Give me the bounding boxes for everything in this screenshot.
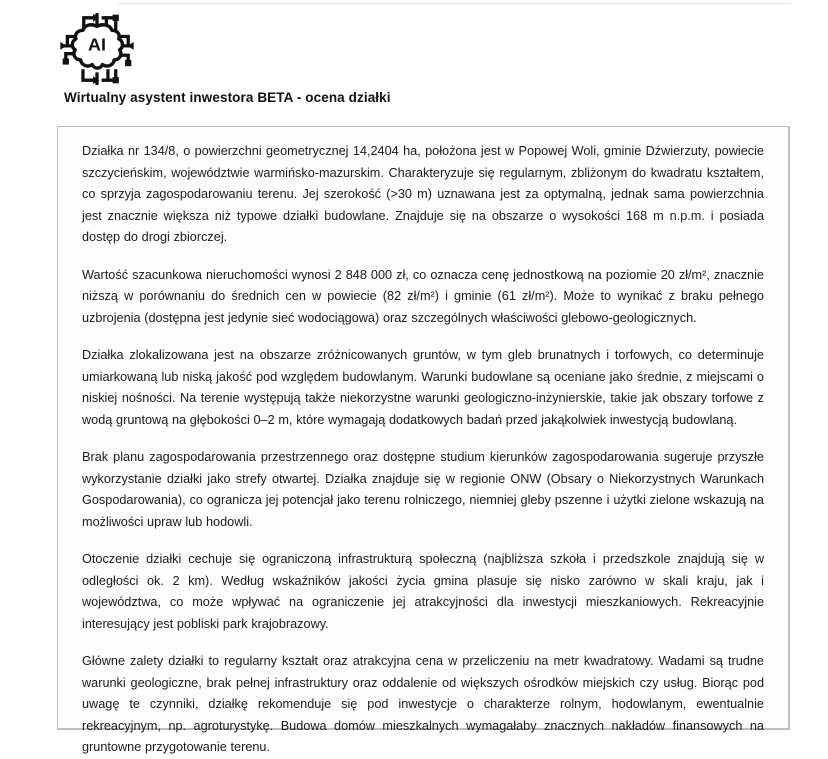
report-paragraph: Działka nr 134/8, o powierzchni geometrycznej 14,2404 ha, położona jest w Popowej Woli, gminie Dźwierzuty, powiecie szczycieńskim, województwie warmińsko-mazurskim. Charakteryzuje się regularnym, zbliżonym do kwadratu kształtem, co sprzyja zagospodarowaniu terenu. Jej szerokość (>30 m) uznawana jest za optymalną, jednak sama powierzchnia jest znacznie większa niż typowe działki budowlane. Znajduje się na obszarze o wysokości 168 m n.p.m. i posiada dostęp do drogi zbiorczej. xyxy=(82,144,764,244)
page-title: Wirtualny asystent inwestora BETA - ocena działki xyxy=(64,90,391,105)
app-logo xyxy=(57,10,147,88)
assessment-report-card xyxy=(57,126,790,754)
ai-brain-circuit-icon xyxy=(57,10,137,88)
ai-logo-text: AI xyxy=(88,34,106,55)
report-paragraph: Działka zlokalizowana jest na obszarze zróżnicowanych gruntów, w tym gleb brunatnych i torfowych, co determinuje umiarkowaną lub niską jakość pod względem budowlanym. Warunki budowlane są oceniane jako średnie, z miejscami o niskiej nośności. Na terenie występują także niekorzystne warunki geologiczno-inżynierskie, takie jak obszary torfowe z wodą gruntową na głębokości 0–2 m, które wymagają dodatkowych badań przed jakąkolwiek inwestycją budowlaną. xyxy=(82,348,764,427)
report-paragraph: Wartość szacunkowa nieruchomości wynosi 2 848 000 zł, co oznacza cenę jednostkową na poziomie 20 zł/m², znacznie niższą w porównaniu do średnich cen w powiecie (82 zł/m²) i gminie (61 zł/m²). Może to wynikać z braku pełnego uzbrojenia (dostępna jest jedynie sieć wodociągowa) oraz szczególnych właściwości glebowo-geologicznych. xyxy=(82,267,764,325)
top-divider xyxy=(118,3,791,4)
report-paragraph: Otoczenie działki cechuje się ograniczoną infrastrukturą społeczną (najbliższa szkoła i przedszkole znajdują się w odległości ok. 2 km). Według wskaźników jakości życia gmina plasuje się nisko zarówno w skali kraju, jak i województwa, co może wpływać na ograniczenie jej atrakcyjności dla inwestycji mieszkaniowych. Rekreacyjnie interesujący jest pobliski park krajobrazowy. xyxy=(82,552,764,631)
report-paragraph: Główne zalety działki to regularny kształt oraz atrakcyjna cena w przeliczeniu na metr kwadratowy. Wadami są trudne warunki geologiczne, brak pełnej infrastruktury oraz oddalenie od większych ośrodków miejskich czy usług. Biorąc pod uwagę te czynniki, działkę rekomenduje się pod inwestycje o charakterze rolnym, hodowlanym, ewentualnie rekreacyjnym, np. agroturystykę. Budowa domów mieszkalnych wymagałaby znacznych nakładów finansowych na gruntowne przygotowanie terenu. xyxy=(82,654,764,754)
report-paragraph-list xyxy=(82,141,764,759)
report-paragraph: Brak planu zagospodarowania przestrzennego oraz dostępne studium kierunków zagospodarowania sugeruje przyszłe wykorzystanie działki jako strefy otwartej. Działka znajduje się w regionie ONW (Obsary o Niekorzystnych Warunkach Gospodarowania), co ogranicza jej potencjał jako terenu rolniczego, niemniej gleby pszenne i użytki zielone wskazują na możliwości upraw lub hodowli. xyxy=(82,450,764,529)
